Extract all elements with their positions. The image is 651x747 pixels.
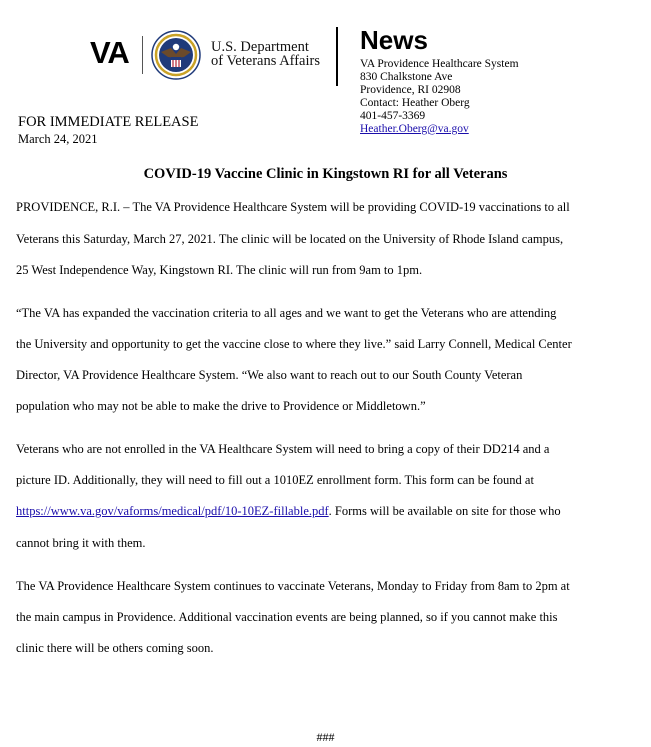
release-date: March 24, 2021 [18, 132, 98, 146]
text-line: “The VA has expanded the vaccination criteria to all ages and we want to get the Veterans who are attending [16, 306, 557, 320]
contact-line: Contact: Heather Oberg [360, 97, 470, 109]
text-line: Veterans who are not enrolled in the VA Healthcare System will need to bring a copy of their DD214 and a [16, 442, 550, 456]
contact-line: VA Providence Healthcare System [360, 58, 519, 70]
release-label: FOR IMMEDIATE RELEASE [18, 114, 199, 130]
text-line: the main campus in Providence. Additional vaccination events are being planned, so if you cannot make this [16, 610, 558, 624]
contact-email-link[interactable]: Heather.Oberg@va.gov [360, 123, 469, 135]
va-logo-mark: VA [90, 35, 129, 70]
text-line: cannot bring it with them. [16, 536, 146, 550]
department-name [211, 40, 320, 68]
contact-line: Providence, RI 02908 [360, 84, 461, 96]
logo-divider [142, 36, 143, 74]
text-after-link: . Forms will be available on site for those who [328, 504, 561, 518]
text-line: the University and opportunity to get the vaccine close to where they live.” said Larry Connell, Medical Center [16, 337, 572, 351]
text-line: Director, VA Providence Healthcare System. “We also want to reach out to our South County Veteran [16, 368, 523, 382]
end-mark: ### [316, 730, 335, 744]
news-title: News [360, 25, 428, 55]
text-line: Veterans this Saturday, March 27, 2021. The clinic will be located on the University of Rhode Island campus, [16, 232, 564, 246]
text-line-with-link [16, 504, 561, 519]
press-headline: COVID-19 Vaccine Clinic in Kingstown RI for all Veterans [143, 166, 508, 182]
department-line-1: U.S. Department [211, 39, 309, 55]
text-line: clinic there will be others coming soon. [16, 641, 214, 655]
text-line: PROVIDENCE, R.I. – The VA Providence Healthcare System will be providing COVID-19 vaccinations to all [16, 200, 570, 214]
form-pdf-link[interactable]: https://www.va.gov/vaforms/medical/pdf/10-10EZ-fillable.pdf [16, 504, 329, 518]
text-line: The VA Providence Healthcare System continues to vaccinate Veterans, Monday to Friday from 8am to 2pm at [16, 579, 570, 593]
text-line: 25 West Independence Way, Kingstown RI. The clinic will run from 9am to 1pm. [16, 263, 423, 277]
news-divider [336, 27, 338, 86]
contact-line: 830 Chalkstone Ave [360, 71, 453, 83]
contact-line: 401-457-3369 [360, 110, 426, 122]
department-line-2: of Veterans Affairs [211, 53, 320, 69]
va-seal-icon [151, 30, 201, 80]
contact-block [360, 58, 519, 136]
text-line: picture ID. Additionally, they will need to fill out a 1010EZ enrollment form. This form can be found at [16, 473, 534, 487]
text-line: population who may not be able to make the drive to Providence or Middletown.” [16, 399, 426, 413]
